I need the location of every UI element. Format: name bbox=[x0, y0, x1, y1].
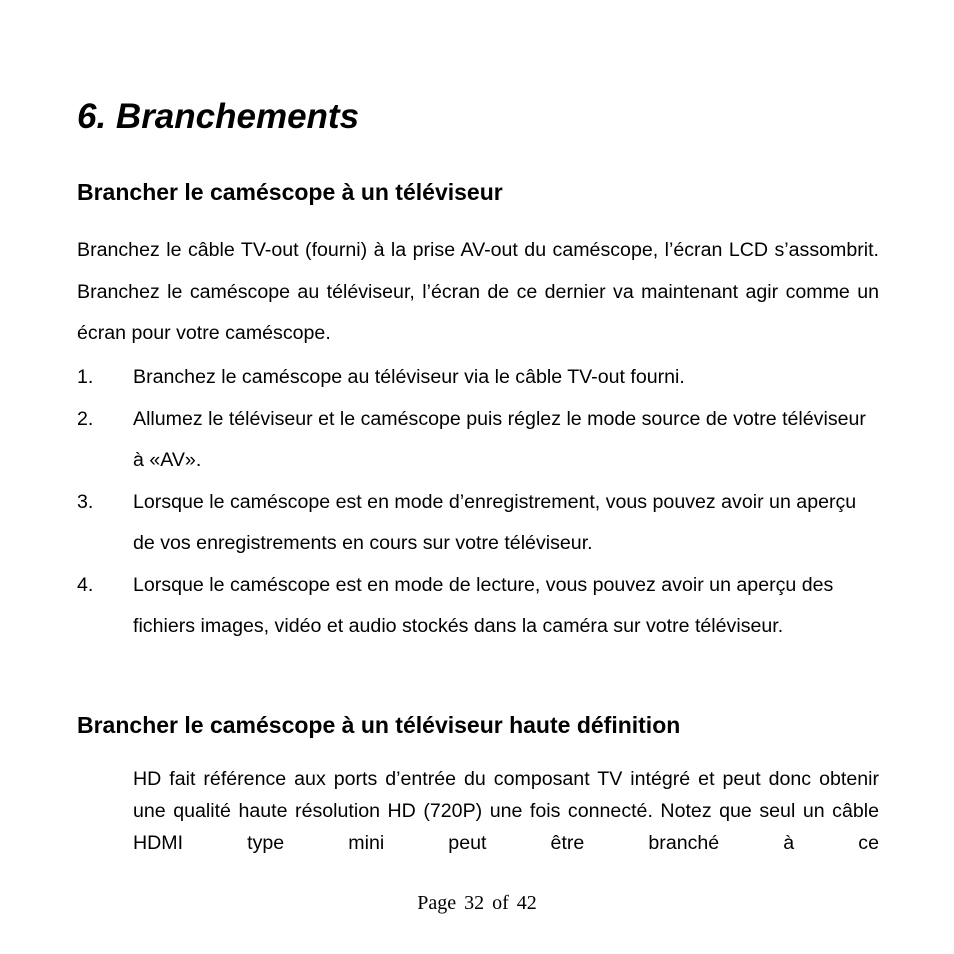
list-item bbox=[77, 565, 877, 648]
section-title-hd: Brancher le caméscope à un téléviseur haute définition bbox=[77, 712, 681, 738]
step-number: 3. bbox=[77, 490, 94, 513]
step-number: 4. bbox=[77, 573, 94, 596]
list-item bbox=[77, 482, 877, 565]
steps-list bbox=[77, 357, 877, 648]
section-title-tv: Brancher le caméscope à un téléviseur bbox=[77, 179, 503, 205]
page-number: Page 32 of 42 bbox=[417, 892, 537, 914]
step-number: 1. bbox=[77, 366, 94, 388]
list-item bbox=[77, 357, 877, 399]
step-text: Branchez le caméscope au téléviseur via le câble TV-out fourni. bbox=[133, 366, 685, 388]
step-text: Allumez le téléviseur et le caméscope puis réglez le mode source de votre téléviseur à «AV». bbox=[133, 407, 866, 471]
hd-paragraph: HD fait référence aux ports d’entrée du composant TV intégré et peut donc obtenir une qualité haute résolution HD (720P) une fois connecté. Notez que seul un câble HDMI type mini peut être branché à ce bbox=[133, 768, 879, 854]
step-number: 2. bbox=[77, 407, 94, 430]
intro-paragraph: Branchez le câble TV-out (fourni) à la prise AV-out du caméscope, l’écran LCD s’assombrit. Branchez le caméscope au téléviseur, l’écran de ce dernier va maintenant agir comme un écran pour votre caméscope. bbox=[77, 239, 879, 344]
chapter-title: 6. Branchements bbox=[77, 97, 360, 136]
step-text: Lorsque le caméscope est en mode d’enregistrement, vous pouvez avoir un aperçu de vos enregistrements en cours sur votre téléviseur. bbox=[133, 490, 857, 554]
list-item bbox=[77, 399, 877, 482]
step-text: Lorsque le caméscope est en mode de lecture, vous pouvez avoir un aperçu des fichiers images, vidéo et audio stockés dans la caméra sur votre téléviseur. bbox=[133, 573, 834, 637]
